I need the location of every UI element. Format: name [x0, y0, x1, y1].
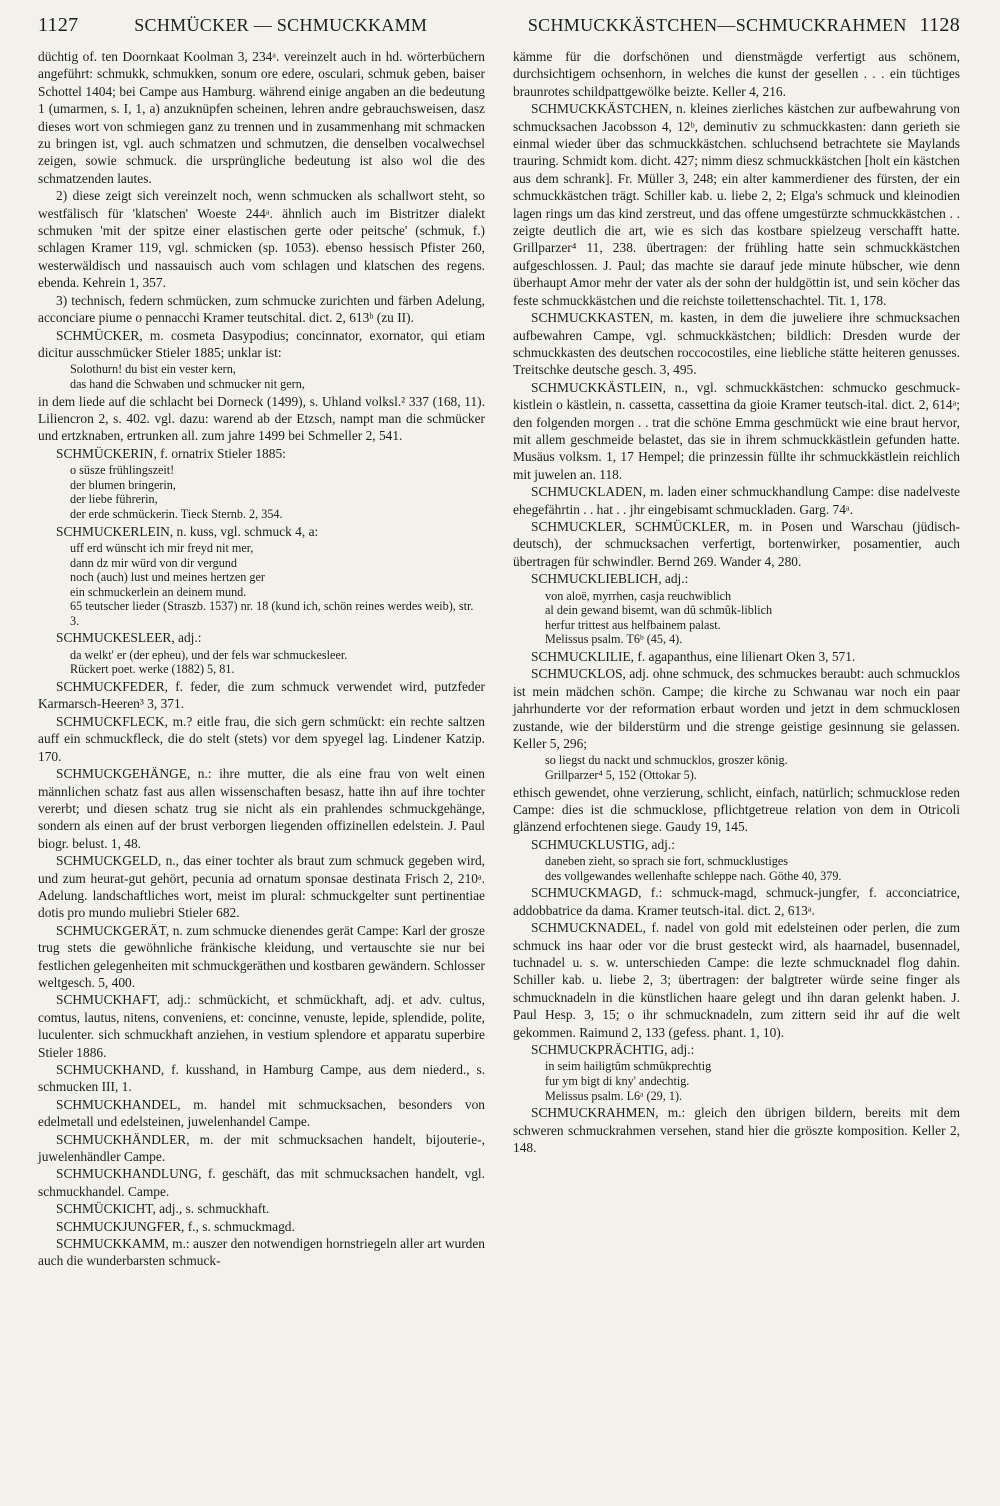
- verse-quotation: [70, 541, 485, 629]
- dictionary-paragraph: SCHMUCKLADEN, m. laden einer schmuckhandlung Campe: dise nadelveste ehegefährtin . . hat . . jhr eingebisamt schmuckladen. Garg. 74ᵃ.: [513, 484, 960, 517]
- verse-line-with-source: Melissus psalm. L6ᵃ (29, 1).: [545, 1088, 683, 1103]
- verse-line: noch (auch) lust und meines hertzen ger: [70, 570, 265, 585]
- dictionary-paragraph: SCHMUCKKASTEN, m. kasten, in dem die juweliere ihre schmucksachen aufbewahren Campe, vgl. schmuckkästchen; bildlich: Dresden wurde der schmuckkasten des deutschen roccocostiles, eine liebliche stätte heiteren genusses. Treitschke deutsche gesch. 3, 495.: [513, 310, 960, 378]
- dictionary-paragraph: SCHMUCKLILIE, f. agapanthus, eine lilienart Oken 3, 571.: [531, 648, 856, 664]
- dictionary-paragraph: ethisch gewendet, ohne verzierung, schlicht, einfach, natürlich; schmucklose reden Campe: dies ist die schmucklose, pflichtgetreue relation von dem in Otricoli glänzend erfochtenen siege. Gaudy 19, 145.: [513, 784, 960, 835]
- verse-quotation: [545, 753, 960, 782]
- left-running-title: SCHMÜCKER — SCHMUCKKAMM: [134, 15, 428, 35]
- verse-line: uff erd wünscht ich mir freyd nit mer,: [70, 540, 254, 555]
- page-header: [38, 14, 960, 48]
- dictionary-paragraph: SCHMÜCKICHT, adj., s. schmuckhaft.: [56, 1201, 270, 1217]
- dictionary-paragraph: SCHMUCKGERÄT, n. zum schmucke dienendes gerät Campe: Karl der grosze trug stets die gewöhnliche fränkische kleidung, und vertauschte sie nur bei festlichen gelegenheiten mit schmuckgeräthen und kostbaren gewändern. Schlosser weltgesch. 5, 400.: [38, 922, 485, 990]
- verse-line: so liegst du nackt und schmucklos, groszer könig.: [545, 753, 788, 768]
- text-columns: [38, 48, 960, 1270]
- verse-quotation: [70, 463, 485, 521]
- dictionary-paragraph: SCHMUCKHANDEL, m. handel mit schmucksachen, besonders von edelmetall und edelsteinen, juwelenhandel Campe.: [38, 1096, 485, 1130]
- dictionary-paragraph: SCHMUCKKÄSTCHEN, n. kleines zierliches kästchen zur aufbewahrung von schmucksachen Jacobsson 4, 12ᵇ, deminutiv zu schmuckkasten: dann gerieth sie einmal wieder über das schmuckkästchen. schluchsend betrachtete sie Maylands trauring. Schmidt kom. dicht. 427; nimm diesz schmuckkästchen [holt ein kästchen aus dem schrank]. Fr. Müller 3, 248; ein alter kammerdiener des fürsten, der ein schmuckkästchen trägt. Schiller kab. u. liebe 2, 2; Elga's schmuck und kleinodien lagen rings um das kind zerstreut, und das offene umgestürzte schmuckkästchen . . zeigte deutlich die art, wie es sich das kostbare spielzeug verschafft hatte. Grillparzer⁴ 11, 238. übertragen: der frühling hatte sein schmuckkästchen aufgeschlossen. J. Paul; das machte sie darauf jede minute hübscher, wie denn überhaupt Amor mehr der vater als der sohn der huldgöttin ist, und sein köcher das feste schmuckkästchen und die reichste toilettenschachtel. Tit. 1, 178.: [513, 101, 960, 308]
- dictionary-paragraph: SCHMUCKHAND, f. kusshand, in Hamburg Campe, aus dem niederd., s. schmucken III, 1.: [38, 1062, 485, 1095]
- dictionary-paragraph: SCHMUCKLOS, adj. ohne schmuck, des schmuckes beraubt: auch schmucklos ist mein mädchen schön. Campe; die kirche zu Schwanau war noch ein paar jahrhunderte vor der reformation erbaut worden und jetzt in dem schmucklosen zustande, wie der bilderstürm und die strenge geistige gesinnung sie gelassen. Keller 5, 296;: [513, 666, 960, 751]
- verse-line: ein schmuckerlein an deinem mund.: [70, 584, 247, 599]
- verse-line: dann dz mir würd von dir vergund: [70, 555, 237, 570]
- dictionary-paragraph: SCHMUCKFEDER, f. feder, die zum schmuck verwendet wird, putzfeder Karmarsch-Heeren³ 3, 371.: [38, 679, 485, 712]
- verse-line: al dein gewand bisemt, wan dû schmûk-liblich: [545, 603, 773, 618]
- verse-line: herfur trittest aus helfbainem palast.: [545, 617, 721, 632]
- left-column: [38, 48, 499, 1270]
- dictionary-paragraph: SCHMUCKHANDLUNG, f. geschäft, das mit schmucksachen handelt, vgl. schmuckhandel. Campe.: [38, 1166, 485, 1199]
- verse-line-with-source: der erde schmückerin. Tieck Sternb. 2, 354.: [70, 506, 283, 521]
- dictionary-paragraph: in dem liede auf die schlacht bei Dorneck (1499), s. Uhland volksl.² 337 (168, 11). Liliencron 2, s. 402. vgl. dazu: warend ab der Etzsch, nampt man die schmücker und ertzknaben, ertrunken all. zum jahre 1499 bei Schmeller 2, 541.: [38, 393, 485, 444]
- verse-quotation: [545, 854, 960, 883]
- dictionary-paragraph: SCHMUCKNADEL, f. nadel von gold mit edelsteinen oder perlen, die zum schmuck ins haar oder vor die brust gesteckt wird, als haarnadel, busennadel, tuchnadel u. s. w. unterschieden Campe: die lezte schmucknadel flog dahin. Schiller kab. u. liebe 2, 3; übertragen: der balgtreter würde seine finger als schmucknadeln in die künstlichen haare gelegt und ihn daran gelenkt haben. J. Paul Hesp. 3, 15; o ihr schmucknadeln, zum zittern seid ihr auf die welt gekommen. Raimund 2, 133 (gefess. phant. 1, 10).: [513, 920, 960, 1040]
- dictionary-paragraph: SCHMUCKERLEIN, n. kuss, vgl. schmuck 4, a:: [56, 523, 319, 539]
- verse-quotation: [545, 589, 960, 647]
- verse-line-with-source: Grillparzer⁴ 5, 152 (Ottokar 5).: [545, 768, 697, 782]
- verse-line: fur ym bigt di kny' andechtig.: [545, 1074, 690, 1089]
- verse-line-with-source: 65 teutscher lieder (Straszb. 1537) nr. 18 (kund ich, schön reines werdes weib), str. 3.: [70, 599, 474, 628]
- dictionary-paragraph: SCHMÜCKER, m. cosmeta Dasypodius; concinnator, exornator, qui etiam dicitur ausschmücker Stieler 1885; unklar ist:: [38, 327, 485, 360]
- dictionary-paragraph: SCHMUCKLIEBLICH, adj.:: [531, 571, 689, 587]
- verse-quotation: [545, 1059, 960, 1103]
- dictionary-paragraph: SCHMUCKFLECK, m.? eitle frau, die sich gern schmückt: ein rechte saltzen auff ein schmuckfleck, die do stelt (stets) vor dem spyegel lag. Lindener Katzip. 170.: [38, 713, 485, 764]
- dictionary-paragraph: SCHMUCKESLEER, adj.:: [56, 630, 202, 646]
- verse-line: des vollgewandes wellenhafte schleppe nach. Göthe 40, 379.: [545, 868, 842, 883]
- dictionary-paragraph: SCHMÜCKERIN, f. ornatrix Stieler 1885:: [56, 445, 286, 461]
- verse-line: von aloë, myrrhen, casja reuchwiblich: [545, 588, 732, 603]
- verse-line: das hand die Schwaben und schmucker nit gern,: [70, 376, 305, 391]
- verse-line: da welkt' er (der epheu), und der fels war schmuckesleer.: [70, 647, 348, 662]
- right-running-title: SCHMUCKKÄSTCHEN—SCHMUCKRAHMEN: [527, 15, 907, 35]
- left-page-number: 1127: [38, 14, 79, 36]
- dictionary-paragraph: SCHMUCKLUSTIG, adj.:: [531, 836, 675, 852]
- dictionary-paragraph: SCHMUCKMAGD, f.: schmuck-magd, schmuck-jungfer, f. acconciatrice, addobbatrice da dama. Kramer teutsch-ital. dict. 2, 613ᵃ.: [513, 885, 960, 918]
- dictionary-paragraph: SCHMUCKPRÄCHTIG, adj.:: [531, 1042, 695, 1058]
- dictionary-paragraph: SCHMUCKJUNGFER, f., s. schmuckmagd.: [56, 1218, 295, 1234]
- verse-line: in seim hailigtûm schmûkprechtig: [545, 1059, 712, 1074]
- right-header: [499, 14, 960, 37]
- verse-quotation: [70, 648, 485, 677]
- dictionary-paragraph: kämme für die dorfschönen und dienstmägde verfertigt aus schönem, durchsichtigem ochsenhorn, in welches die kunst der gesellen . . . ein tüchtiges braunrotes schildpattgewölke beizte. Keller 4, 216.: [513, 49, 960, 99]
- dictionary-paragraph: SCHMUCKKÄSTLEIN, n., vgl. schmuckkästchen: schmucko geschmuck-kistlein o kästlein, n. cassetta, cassettina da gioie Kramer teutsch-ital. dict. 2, 614ᵃ; den folgenden morgen . . trat die schöne Emma geschmückt wie eine braut hervor, mit allem geschmeide belastet, das sie in ihrem schmuckkästlein gefunden hatte. Musäus volksm. 1, 17 Hempel; die prinzessin füllte ihr schmuckkästlein reichlich mit juwelen an. 118.: [513, 379, 960, 482]
- dictionary-paragraph: SCHMUCKHAFT, adj.: schmückicht, et schmückhaft, adj. et adv. cultus, comtus, lautus, nitens, conveniens, et: concinne, venuste, lepide, splendide, polite, luculenter. sich schmuckhaft anziehen, in vestium splendore et apparatu superbire Stieler 1886.: [38, 992, 485, 1060]
- verse-quotation: [70, 362, 485, 391]
- right-column: [499, 48, 960, 1270]
- dictionary-paragraph: 3) technisch, federn schmücken, zum schmucke zurichten und färben Adelung, acconciare piume o pennacchi Kramer teutschital. dict. 2, 613ᵇ (zu II).: [38, 292, 485, 326]
- verse-line: der liebe führerin,: [70, 492, 158, 507]
- dictionary-paragraph: SCHMUCKHÄNDLER, m. der mit schmucksachen handelt, bijouterie-, juwelenhändler Campe.: [38, 1131, 485, 1165]
- verse-line: o süsze frühlingszeit!: [70, 463, 175, 478]
- dictionary-paragraph: 2) diese zeigt sich vereinzelt noch, wenn schmucken als schallwort steht, so westfälisch für 'klatschen' Woeste 244ᵃ. ähnlich auch im Bistritzer dialekt schmuken 'mit der spitze einer elastischen gerte oder peitsche' (schmuk, f.) schlagen Kramer 119, vgl. schmicken (sp. 1053). ebenso hessisch Pfister 260, westerwäldisch und nassauisch auch vom schlagen und klatschen des regens. ebenda. Kehrein 1, 357.: [38, 188, 485, 291]
- dictionary-paragraph: SCHMUCKRAHMEN, m.: gleich den übrigen bildern, bereits mit dem schweren schmuckrahmen versehen, stand hier die gröszte komposition. Keller 2, 148.: [513, 1105, 960, 1156]
- verse-line: daneben zieht, so sprach sie fort, schmucklustiges: [545, 854, 789, 869]
- dictionary-paragraph: SCHMUCKGEHÄNGE, n.: ihre mutter, die als eine frau von welt einen männlichen schatz fast aus allen wissenschaften besasz, hatte ihn auf ihre tochter vererbt; und diesen schatz trug sie nicht als ein prahlendes schmuckgehänge, sondern als einen auf der brust verborgen liegenden offizinellen edelstein. J. Paul biogr. belust. 1, 48.: [38, 766, 485, 851]
- dictionary-paragraph: SCHMUCKKAMM, m.: auszer den notwendigen hornstriegeln aller art wurden auch die wunderbarsten schmuck-: [38, 1236, 485, 1269]
- verse-line-with-source: Melissus psalm. T6ᵇ (45, 4).: [545, 632, 683, 647]
- left-header: [38, 14, 499, 37]
- verse-line: Solothurn! du bist ein vester kern,: [70, 362, 236, 377]
- right-page-number: 1128: [919, 14, 960, 36]
- verse-line: der blumen bringerin,: [70, 477, 176, 492]
- dictionary-paragraph: düchtig of. ten Doornkaat Koolman 3, 234ᵃ. vereinzelt auch in hd. wörterbüchern angeführt: schmukk, schmukken, sonum ore edere, osculari, schmuk geben, baiser Schottel 1404; bei Campe aus Hamburg. während einige angaben an die bedeutung 1 (umarmen, s. I, 1, a) anzuknüpfen scheinen, lehren andre gebrauchsweisen, dasz dieses wort von schmiegen ganz zu trennen und in zusammenhang mit schmacken zu bringen ist, vgl. auch schmatzen und schmutzen, die denselben vocalwechsel zeigen, sowie schmuck. die ursprüngliche bedeutung ist also wol die des schmatzenden lautes.: [38, 49, 485, 186]
- verse-line-with-source: Rückert poet. werke (1882) 5, 81.: [70, 662, 235, 677]
- dictionary-paragraph: SCHMUCKGELD, n., das einer tochter als braut zum schmuck gegeben wird, und zum heurat-gut gehört, pecunia ad ornatum sponsae destinata Frisch 2, 210ᵃ. Adelung. landschaftliches wort, meist im plural: schmuckgelter sunt pertinentiae dotis pro mundo muliebri Stieler 682.: [38, 853, 485, 921]
- dictionary-paragraph: SCHMUCKLER, SCHMÜCKLER, m. in Posen und Warschau (jüdisch-deutsch), der schmucksachen verfertigt, bortenwirker, posamentier, auch übertragen für schwindler. Bernd 269. Wander 4, 280.: [513, 518, 960, 569]
